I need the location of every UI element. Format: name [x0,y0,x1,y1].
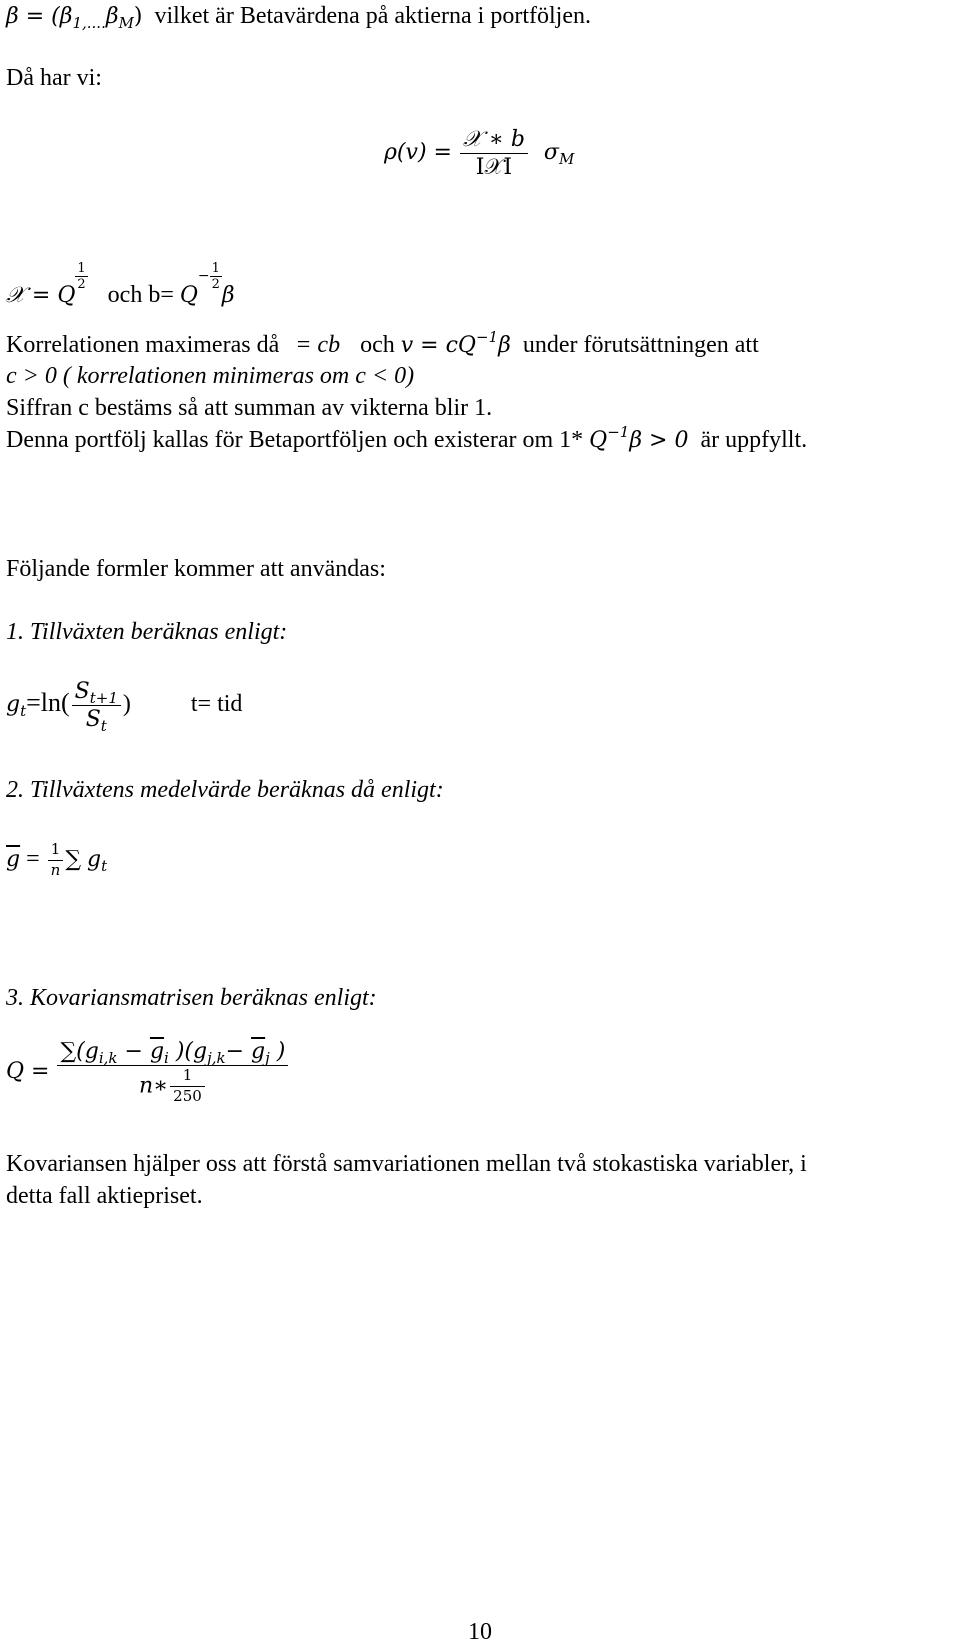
paragraph-line-4: Denna portfölj kallas för Betaportföljen och existerar om 1* $Q^{-1}\beta > 0$ är uppfyllt. [6,423,808,453]
chi-definition-line: 𝒳 = Q $\frac{1}{2}$ och b= Q− $\frac{1}{2}$ β [6,261,235,308]
growth-fraction: $\frac{S_{t+1}}{S_t}$ [72,680,121,731]
growth-formula: $g_t=\ln$( $\frac{S_{t+1}}{S_t}$ ) t= tid [6,679,243,736]
paragraph-line-3: Siffran c bestäms så att summan av vikterna blir 1. [6,395,493,421]
paragraph-line-2: c > 0 ( korrelationen minimeras om c < 0) [6,363,415,389]
covariance-fraction: $\sum(g_{i,k} - \overline{g}_i$ )($g_{j,k}- \overline{g}_j$ ) n∗ $\frac{1}{250}$ [57,1040,288,1105]
formulas-intro: Följande formler kommer att användas: [6,556,386,582]
time-note: t= tid [190,691,243,718]
covariance-heading: 3. Kovariansmatrisen beräknas enligt: [6,985,377,1011]
covariance-formula: Q = $\sum(g_{i,k} - \overline{g}_i$ )($g_{j,k}- \overline{g}_j$ ) n∗ $\frac{1}{250}$ [6,1040,290,1105]
mean-growth-heading: 2. Tillväxtens medelvärde beräknas då enligt: [6,777,444,803]
rho-formula: ρ(v) = $\frac{\text{𝒳 ∗ b}}{\text{I𝒳I}}$ $\sigma_M$ [384,127,575,181]
beta-vector-formula: $\beta = (\beta_{1,....}\beta_M)$ [6,4,143,32]
growth-heading: 1. Tillväxten beräknas enligt: [6,619,288,645]
page-number: 10 [468,1619,492,1645]
rho-fraction: $\frac{\text{𝒳 ∗ b}}{\text{I𝒳I}}$ [460,128,528,179]
beta-definition-text: vilket är Betavärdena på aktierna i portföljen. [154,3,591,29]
mean-growth-formula: $\overline{g}$ = $\frac{1}{n}$ ∑ $g_t$ [6,840,108,879]
exponent-minus-half: − $\frac{1}{2}$ [197,261,220,292]
closing-line-2: detta fall aktiepriset. [6,1183,203,1209]
one-over-n-fraction: $\frac{1}{n}$ [48,842,64,879]
closing-line-1: Kovariansen hjälper oss att förstå samvariationen mellan två stokastiska variabler, i [6,1151,807,1177]
exponent-half: $\frac{1}{2}$ [77,261,86,292]
paragraph-line-1: Korrelationen maximeras då = cb och $v = cQ^{-1}\beta$ under förutsättningen att [6,328,759,358]
beta-definition-line [6,3,591,32]
intro-text: Då har vi: [6,65,102,91]
